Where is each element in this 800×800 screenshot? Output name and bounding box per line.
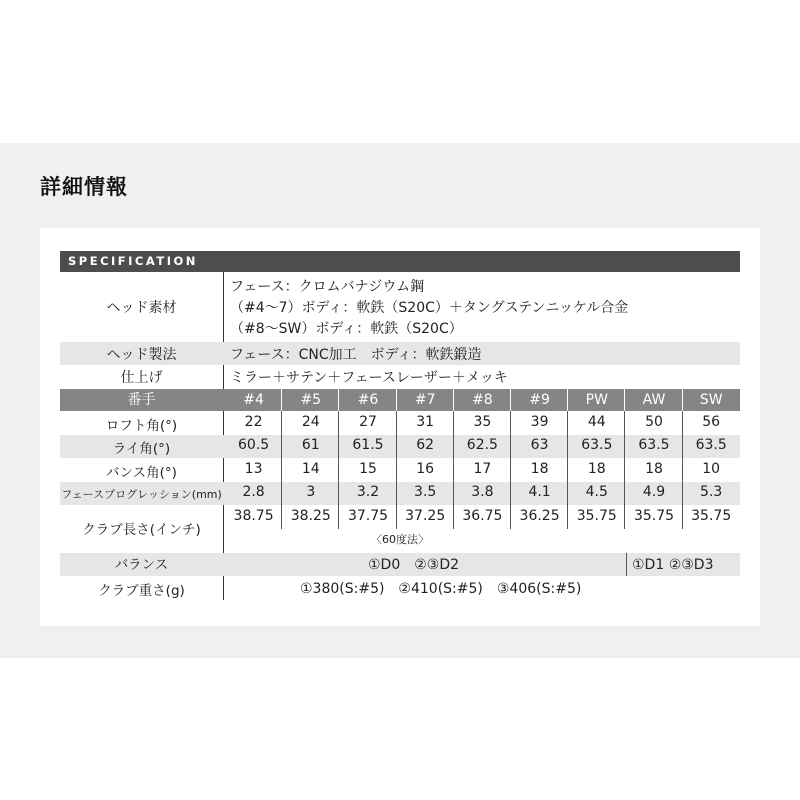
club-number-n4: #4 — [243, 392, 264, 408]
header-column-divider — [453, 389, 454, 411]
face-progression-value: 3 — [306, 484, 316, 500]
finish-value: ミラー＋サテン＋フェースレーザー＋メッキ — [230, 370, 508, 386]
head-method-label: ヘッド製法 — [106, 347, 177, 363]
face-progression-value: 3.5 — [414, 484, 437, 500]
lie-value: 61.5 — [352, 437, 384, 453]
header-column-divider — [624, 389, 625, 411]
club-length-value: 37.25 — [405, 508, 446, 524]
bounce-value: 18 — [645, 461, 663, 477]
header-column-divider — [682, 389, 683, 411]
table-column-divider — [396, 411, 397, 529]
club-length-value: 35.75 — [633, 508, 675, 524]
head-method-value: フェース：CNC加工 ボディ：軟鉄鍛造 — [230, 347, 482, 363]
club-number-n6: #6 — [357, 392, 379, 408]
face-progression-value: 5.3 — [700, 484, 723, 500]
header-column-divider — [510, 389, 511, 411]
loft-label: ロフト角(°) — [105, 418, 178, 434]
lie-value: 63.5 — [695, 437, 727, 453]
loft-value: 35 — [473, 414, 492, 430]
club-length-value: 35.75 — [691, 508, 732, 524]
header-column-divider — [338, 389, 339, 411]
table-column-divider — [510, 411, 511, 529]
club-number-label: 番手 — [127, 392, 156, 408]
header-column-divider — [396, 389, 397, 411]
club-number-n5: #5 — [300, 392, 322, 408]
loft-value: 24 — [301, 414, 320, 430]
header-column-divider — [567, 389, 568, 411]
lie-label: ライ角(°) — [112, 441, 171, 457]
balance-value-left: ①D0 ②③D2 — [368, 557, 460, 573]
head-material-label: ヘッド素材 — [106, 300, 177, 316]
club-number-n7: #7 — [414, 392, 436, 408]
head-material-line-2: （#4〜7）ボディ：軟鉄（S20C）＋タングステンニッケル合金 — [230, 300, 629, 316]
club-length-value: 36.75 — [462, 508, 503, 524]
balance-divider — [626, 553, 627, 576]
club-number-n9: #9 — [529, 392, 550, 408]
length-note: 〈60度法〉 — [371, 533, 429, 546]
bounce-value: 13 — [244, 461, 263, 477]
lie-value: 63 — [530, 437, 549, 453]
header-column-divider — [281, 389, 282, 411]
loft-value: 22 — [244, 414, 263, 430]
bounce-value: 15 — [359, 461, 377, 477]
club-length-value: 38.75 — [233, 508, 274, 524]
loft-value: 50 — [645, 414, 663, 430]
head-material-line-3: （#8〜SW）ボディ：軟鉄（S20C） — [230, 321, 463, 337]
lie-value: 63.5 — [581, 437, 613, 453]
loft-value: 27 — [359, 414, 377, 430]
club-number-pw: PW — [585, 392, 608, 408]
face-progression-value: 3.8 — [471, 484, 494, 500]
weight-value: ①380(S:#5) ②410(S:#5) ③406(S:#5) — [300, 581, 582, 597]
bounce-value: 14 — [301, 461, 320, 477]
bounce-value: 17 — [473, 461, 492, 477]
table-column-divider — [624, 411, 625, 529]
lie-value: 62.5 — [466, 437, 498, 453]
club-length-value: 37.75 — [347, 508, 389, 524]
face-progression-value: 4.5 — [585, 484, 608, 500]
club-number-n8: #8 — [472, 392, 493, 408]
club-number-aw: AW — [642, 392, 666, 408]
table-column-divider — [338, 411, 339, 529]
lie-value: 60.5 — [238, 437, 270, 453]
balance-value-right: ①D1 ②③D3 — [632, 557, 714, 573]
lie-value: 62 — [416, 437, 435, 453]
face-progression-value: 2.8 — [242, 484, 265, 500]
face-progression-value: 3.2 — [356, 484, 380, 500]
head-material-line-1: フェース：クロムバナジウム鋼 — [230, 279, 425, 295]
table-column-divider — [281, 411, 282, 529]
lie-value: 63.5 — [638, 437, 670, 453]
club-length-label: クラブ長さ(インチ) — [82, 522, 201, 538]
club-length-value: 35.75 — [576, 508, 617, 524]
loft-value: 39 — [530, 414, 549, 430]
bounce-label: バンス角(°) — [106, 465, 177, 481]
face-progression-label: フェースプログレッション(mm) — [61, 488, 222, 501]
bounce-value: 10 — [702, 461, 721, 477]
bounce-value: 18 — [587, 461, 606, 477]
page-title: 詳細情報 — [40, 175, 128, 199]
bounce-value: 18 — [530, 461, 549, 477]
bounce-value: 16 — [416, 461, 435, 477]
loft-value: 31 — [416, 414, 435, 430]
spec-header: SPECIFICATION — [60, 251, 740, 272]
club-number-sw: SW — [699, 392, 723, 408]
face-progression-value: 4.1 — [528, 484, 551, 500]
club-length-value: 38.25 — [290, 508, 331, 524]
club-length-value: 36.25 — [519, 508, 560, 524]
loft-value: 44 — [587, 414, 606, 430]
table-column-divider — [567, 411, 568, 529]
face-progression-value: 4.9 — [642, 484, 666, 500]
table-column-divider — [682, 411, 683, 529]
weight-label: クラブ重さ(g) — [98, 583, 185, 599]
lie-value: 61 — [301, 437, 320, 453]
loft-value: 56 — [702, 414, 721, 430]
table-column-divider — [453, 411, 454, 529]
finish-label: 仕上げ — [120, 370, 163, 386]
balance-label: バランス — [114, 557, 169, 573]
